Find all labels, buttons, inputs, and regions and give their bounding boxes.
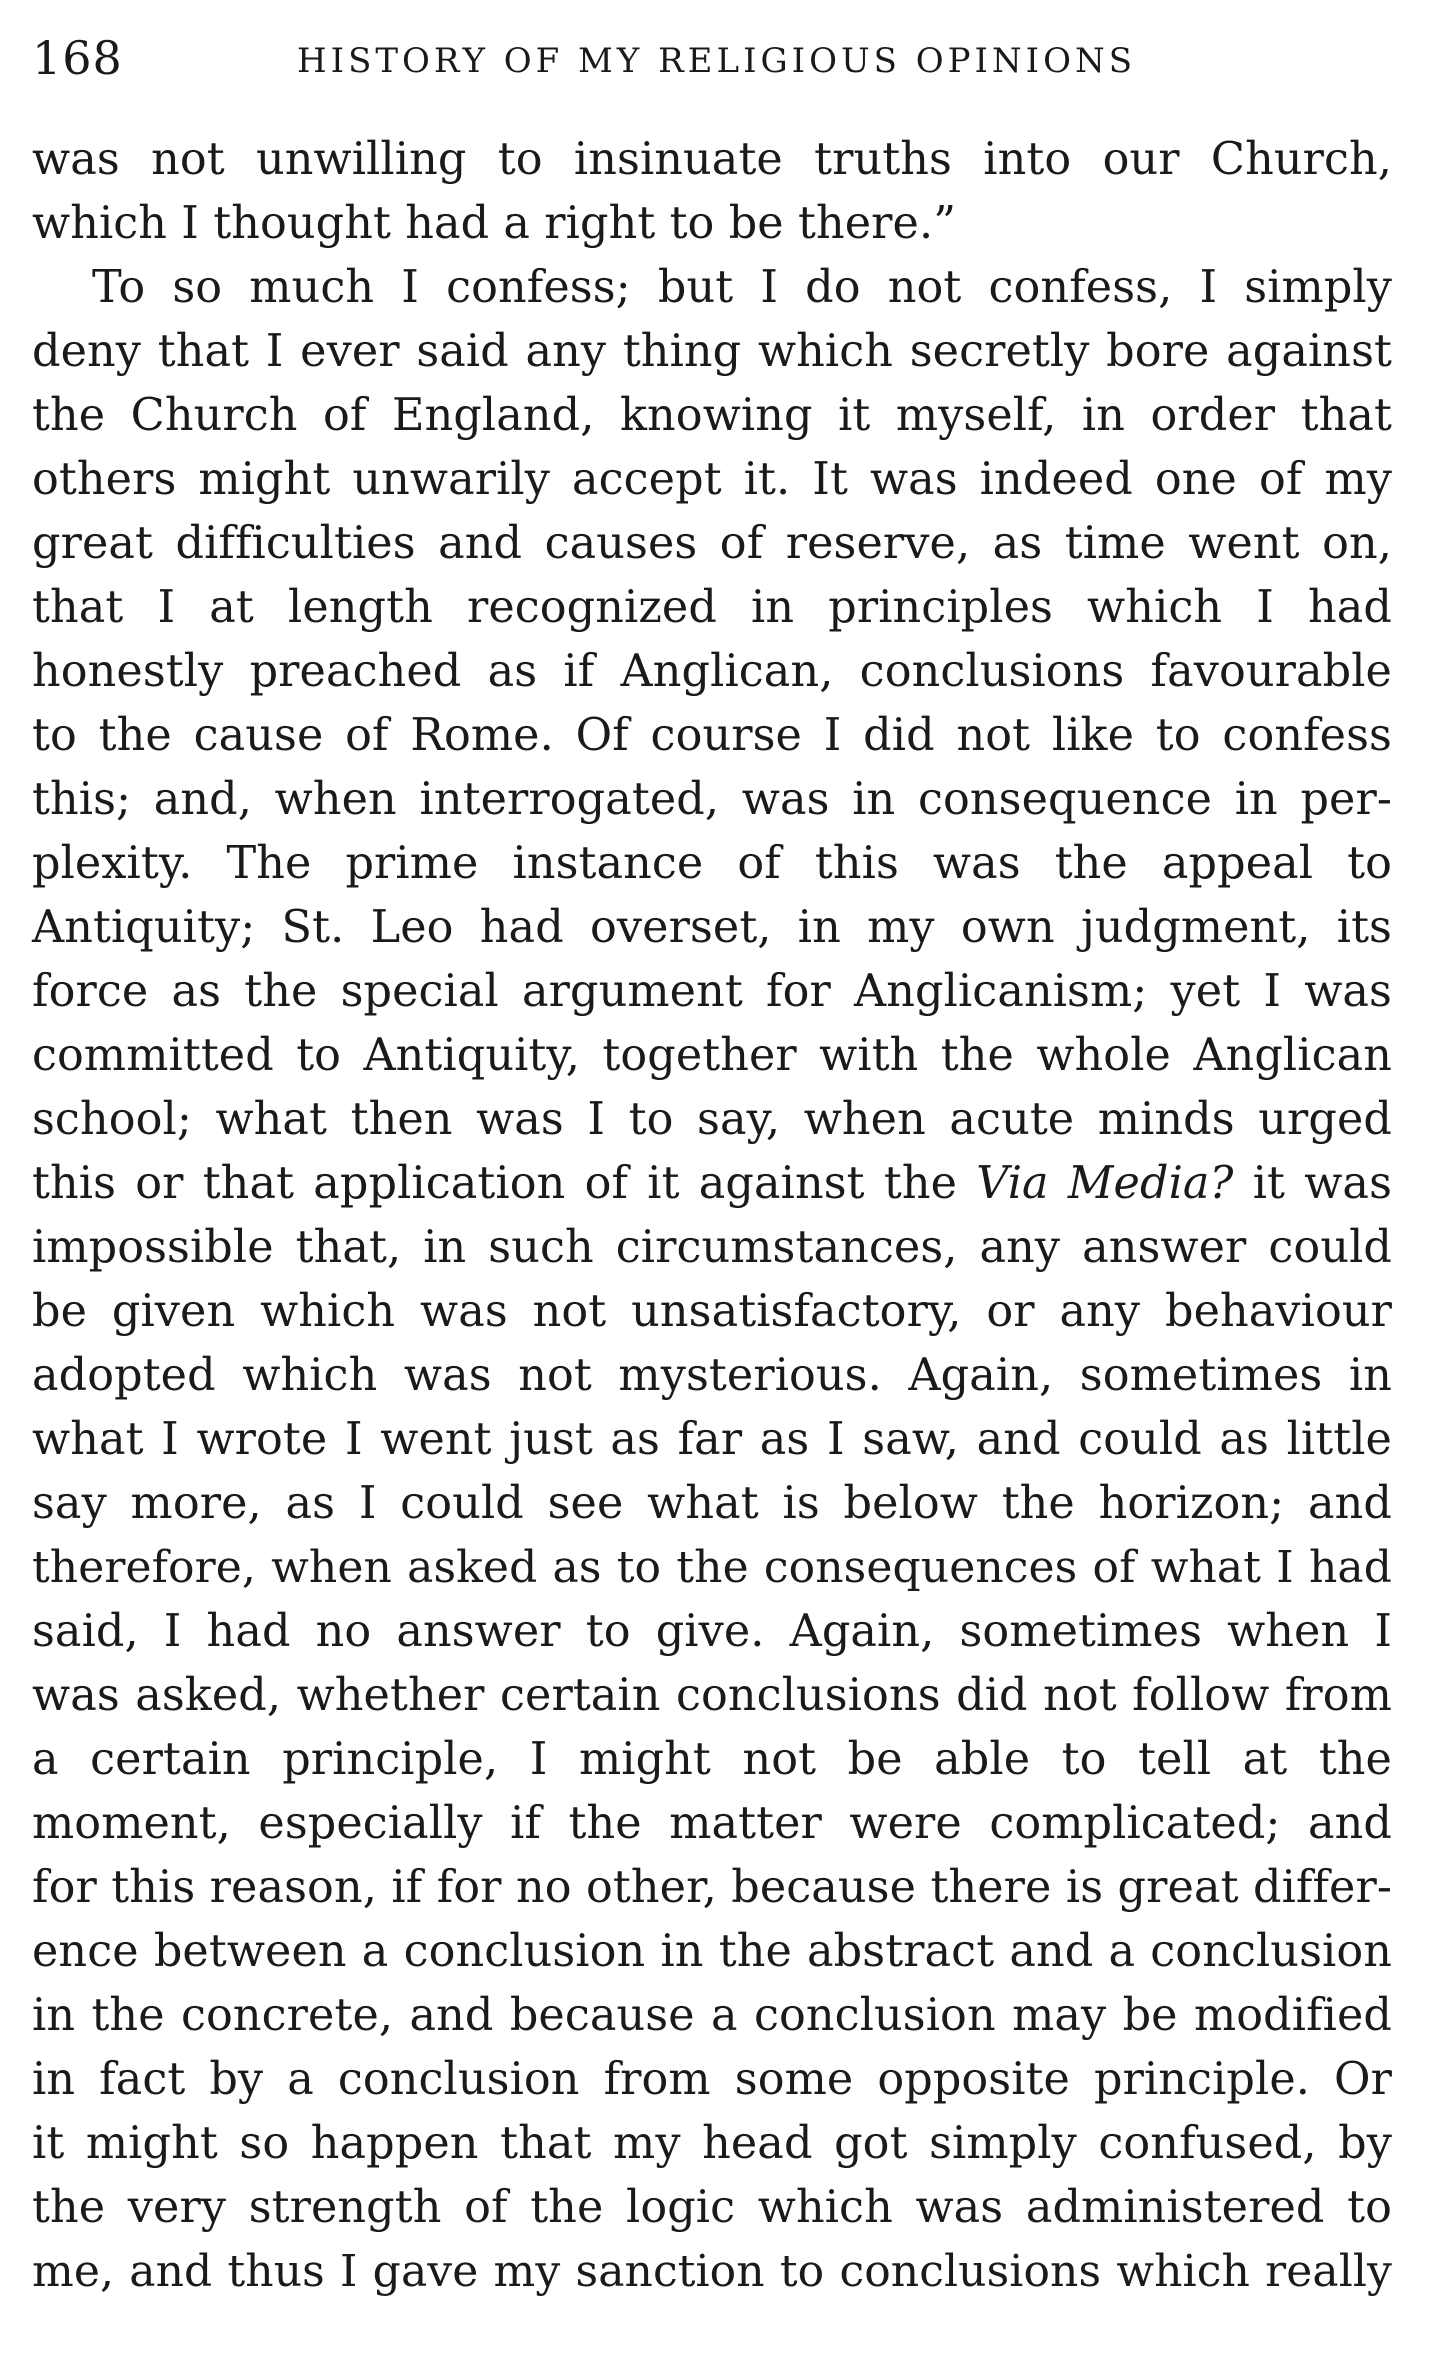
text-line: moment, especially if the matter were complicated; and — [32, 1798, 1392, 1849]
text-line: plexity. The prime instance of this was the appeal to — [32, 838, 1392, 889]
text-line: me, and thus I gave my sanction to conclusions which really — [32, 2246, 1392, 2297]
body-text — [32, 128, 1392, 2304]
text-line: others might unwarily accept it. It was indeed one of my — [32, 454, 1392, 505]
text-line: be given which was not unsatisfactory, or any behaviour — [32, 1286, 1392, 1337]
text-line: say more, as I could see what is below the horizon; and — [32, 1478, 1392, 1529]
text-line-with-italic — [32, 1152, 1392, 1216]
text-line: ence between a conclusion in the abstract and a conclusion — [32, 1926, 1392, 1977]
text-line: in the concrete, and because a conclusion may be modified — [32, 1990, 1392, 2041]
text-line: this; and, when interrogated, was in consequence in per- — [32, 774, 1392, 825]
running-head: HISTORY OF MY RELIGIOUS OPINIONS — [297, 41, 1136, 81]
text-line: the very strength of the logic which was administered to — [32, 2182, 1392, 2233]
text-line: to the cause of Rome. Of course I did not like to confess — [32, 710, 1392, 761]
italic-phrase-via-media: Via Media? — [976, 1158, 1234, 1209]
text-line: impossible that, in such circumstances, any answer could — [32, 1222, 1392, 1273]
text-line: which I thought had a right to be there.” — [32, 198, 957, 249]
text-segment: this or that application of it against the — [32, 1158, 977, 1209]
text-line: in fact by a conclusion from some opposite principle. Or — [32, 2054, 1392, 2105]
text-line: was not unwilling to insinuate truths into our Church, — [32, 134, 1392, 185]
text-line: said, I had no answer to give. Again, sometimes when I — [32, 1606, 1392, 1657]
text-line: committed to Antiquity, together with the whole Anglican — [32, 1030, 1392, 1081]
text-line: force as the special argument for Anglicanism; yet I was — [32, 966, 1392, 1017]
text-line: the Church of England, knowing it myself, in order that — [32, 390, 1392, 441]
text-line: great difficulties and causes of reserve, as time went on, — [32, 518, 1392, 569]
text-segment: it was — [1233, 1158, 1392, 1209]
text-line: Antiquity; St. Leo had overset, in my own judgment, its — [32, 902, 1392, 953]
text-line: what I wrote I went just as far as I saw, and could as little — [32, 1414, 1392, 1465]
text-line: To so much I confess; but I do not confess, I simply — [92, 262, 1392, 313]
page-number: 168 — [32, 31, 123, 85]
text-line: a certain principle, I might not be able to tell at the — [32, 1734, 1392, 1785]
text-line: school; what then was I to say, when acute minds urged — [32, 1094, 1392, 1145]
text-line: deny that I ever said any thing which secretly bore against — [32, 326, 1392, 377]
text-line: that I at length recognized in principles which I had — [32, 582, 1392, 633]
text-line: therefore, when asked as to the consequences of what I had — [32, 1542, 1392, 1593]
text-line: honestly preached as if Anglican, conclusions favourable — [32, 646, 1392, 697]
text-line: was asked, whether certain conclusions did not follow from — [32, 1670, 1392, 1721]
page-header — [32, 28, 1392, 88]
text-line: it might so happen that my head got simply confused, by — [32, 2118, 1392, 2169]
text-line: for this reason, if for no other, because there is great differ- — [32, 1862, 1392, 1913]
text-line: adopted which was not mysterious. Again, sometimes in — [32, 1350, 1392, 1401]
